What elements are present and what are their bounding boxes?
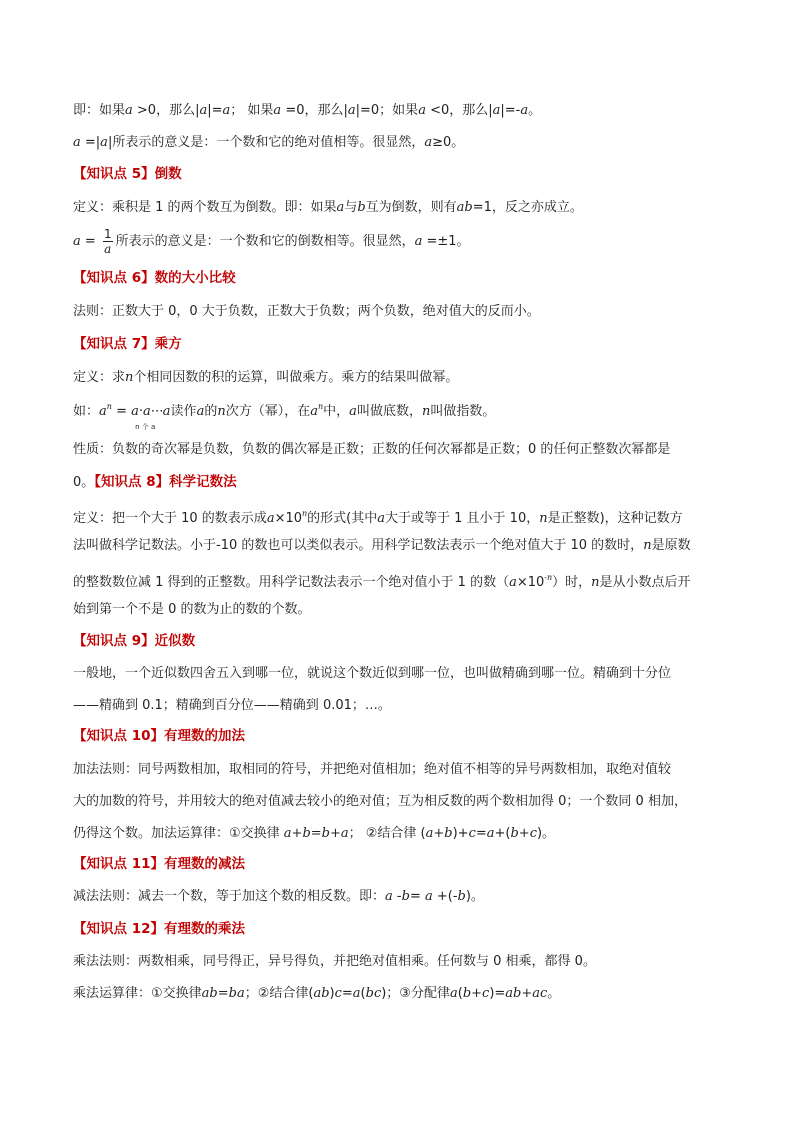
text: =| <box>80 135 101 150</box>
var: c <box>468 826 476 841</box>
var: a <box>310 404 318 419</box>
var: a <box>73 234 81 249</box>
var: a <box>73 135 81 150</box>
var: a <box>100 135 108 150</box>
text: |=- <box>500 103 521 118</box>
text: 。 <box>528 103 542 118</box>
text: 定义：乘积是 1 的两个数互为倒数。即：如果 <box>73 200 337 215</box>
text: 0。 <box>73 475 95 490</box>
text: =0，那么| <box>281 103 348 118</box>
exponent: -n <box>544 573 553 582</box>
var: ab <box>456 200 473 215</box>
var: ab <box>313 986 330 1001</box>
text: = <box>111 404 132 419</box>
text: 与 <box>344 200 358 215</box>
exponent: n <box>106 402 112 411</box>
var: c <box>334 986 342 1001</box>
text: ) <box>329 986 335 1001</box>
text: 个相同因数的积的运算，叫做乘方。乘方的结果叫做幂。 <box>133 370 459 385</box>
var: a <box>385 889 393 904</box>
text: 叫做指数。 <box>430 404 496 419</box>
k12-line-2 <box>73 985 560 1003</box>
heading-k7: 【知识点 7】乘方 <box>73 336 182 352</box>
text: 叫做底数， <box>356 404 422 419</box>
var: n <box>217 404 226 419</box>
var: a <box>273 103 282 118</box>
var: a <box>492 103 501 118</box>
text: 。 <box>547 986 561 1001</box>
text: )；③分配律 <box>381 986 450 1001</box>
k7-definition <box>73 369 458 387</box>
var: a <box>486 826 495 841</box>
text: 定义：求 <box>73 370 126 385</box>
text: ⋯ <box>150 404 163 419</box>
var: a <box>143 404 151 419</box>
text: 的形式(其中 <box>307 511 378 526</box>
heading-k6: 【知识点 6】数的大小比较 <box>73 270 236 286</box>
fraction <box>103 227 113 256</box>
var: a <box>125 103 133 118</box>
text: 减法法则：减去一个数，等于加这个数的相反数。即： <box>73 889 386 904</box>
text: 法叫做科学记数法。小于-10 的数也可以类似表示。用科学记数法表示一个绝对值大于 10 的数时， <box>73 538 644 553</box>
text: ；②结合律( <box>244 986 314 1001</box>
text: 的 <box>204 404 218 419</box>
text: 的整数数位减 1 得到的正整数。用科学记数法表示一个绝对值小于 1 的数（ <box>73 575 510 590</box>
text: 是正整数)，这种记数方 <box>547 511 683 526</box>
heading-k5: 【知识点 5】倒数 <box>73 166 182 182</box>
var: a <box>377 511 386 526</box>
var: ab+ac <box>505 986 548 1001</box>
text: |= <box>207 103 223 118</box>
var: a <box>336 200 345 215</box>
heading-k9: 【知识点 9】近似数 <box>73 633 196 649</box>
var: a <box>347 103 356 118</box>
k8-line-3 <box>73 569 691 592</box>
text: >0，那么| <box>132 103 200 118</box>
k8-heading-line <box>73 473 237 492</box>
text: 乘法运算律：①交换律 <box>73 986 202 1001</box>
text: +(- <box>432 889 458 904</box>
text: 所表示的意义是：一个数和它的倒数相等。很显然， <box>115 234 415 249</box>
text: 如： <box>73 404 100 419</box>
text: = <box>475 826 487 841</box>
k8-line-1 <box>73 505 683 528</box>
text: 次方（幂），在 <box>225 404 311 419</box>
var: b <box>401 889 410 904</box>
text: ( <box>457 986 463 1001</box>
fraction-numerator: 1 <box>103 227 112 241</box>
k8-line-4: 始到第一个不是 0 的数为止的数的个数。 <box>73 602 311 617</box>
text: 是原数 <box>651 538 691 553</box>
var: bc <box>365 986 382 1001</box>
k5-meaning <box>73 224 470 260</box>
k5-definition <box>73 199 583 217</box>
var: a <box>414 234 423 249</box>
exponent: n <box>318 402 324 411</box>
k10-line-1: 加法法则：同号两数相加，取相同的符号，并把绝对值相加；绝对值不相等的异号两数相加，取绝对值较 <box>73 762 672 777</box>
k8-line-2 <box>73 537 691 555</box>
text: 大于或等于 1 且小于 10， <box>385 511 540 526</box>
var: ab=ba <box>201 986 245 1001</box>
var: b+c <box>510 826 537 841</box>
text: )。 <box>465 889 484 904</box>
var: a <box>520 103 529 118</box>
text: 即：如果 <box>73 103 126 118</box>
var: a <box>99 404 107 419</box>
var: b+c <box>462 986 490 1001</box>
text: )。 <box>536 826 556 841</box>
k12-line-1: 乘法法则：两数相乘，同号得正，异号得负，并把绝对值相乘。任何数与 0 相乘，都得 0。 <box>73 954 596 969</box>
exponent: n <box>302 509 308 518</box>
text: 互为倒数，则有 <box>365 200 457 215</box>
product-expression <box>131 403 171 431</box>
k9-line-1: 一般地，一个近似数四舍五入到哪一位，就说这个数近似到哪一位，也叫做精确到哪一位。精确到十分位 <box>73 666 672 681</box>
text: 仍得这个数。加法运算律：①交换律 <box>73 826 284 841</box>
text: ≥0。 <box>432 135 465 150</box>
text: ( <box>360 986 366 1001</box>
text: = <box>80 234 100 249</box>
text: ×10 <box>274 511 303 526</box>
var: n <box>125 370 134 385</box>
heading-k10: 【知识点 10】有理数的加法 <box>73 728 245 744</box>
var: a <box>352 986 361 1001</box>
text: )+ <box>452 826 469 841</box>
var: a <box>349 404 357 419</box>
var: n <box>591 575 600 590</box>
text: ； ②结合律 ( <box>348 826 426 841</box>
text: =1，反之亦成立。 <box>472 200 583 215</box>
text: · <box>138 404 144 419</box>
var: b <box>457 889 466 904</box>
text: = <box>409 889 425 904</box>
heading-k12: 【知识点 12】有理数的乘法 <box>73 921 245 937</box>
text: |=0；如果 <box>355 103 419 118</box>
text: +( <box>494 826 511 841</box>
k10-line-3 <box>73 825 555 843</box>
var: a <box>196 404 205 419</box>
underbrace-label: n 个 a <box>135 423 156 431</box>
var: a+b <box>425 826 453 841</box>
text: )= <box>489 986 506 1001</box>
heading-k11: 【知识点 11】有理数的减法 <box>73 856 245 872</box>
k11-line-1 <box>73 888 484 906</box>
text: 定义：把一个大于 10 的数表示成 <box>73 511 267 526</box>
var: a+b=b+a <box>283 826 349 841</box>
text: =±1。 <box>422 234 470 249</box>
text: - <box>392 889 402 904</box>
var: a <box>449 986 458 1001</box>
var: a <box>199 103 208 118</box>
k6-rule: 法则：正数大于 0，0 大于负数，正数大于负数；两个负数，绝对值大的反而小。 <box>73 304 540 319</box>
text: ）时， <box>552 575 592 590</box>
var: a <box>418 103 426 118</box>
text: 中， <box>323 404 350 419</box>
text: |所表示的意义是：一个数和它的绝对值相等。很显然， <box>107 135 425 150</box>
heading-k8: 【知识点 8】科学记数法 <box>94 474 237 490</box>
k7-example <box>73 398 496 431</box>
text: 读作 <box>170 404 197 419</box>
text: ； 如果 <box>230 103 274 118</box>
abs-meaning-line <box>73 134 464 152</box>
var: n <box>643 538 652 553</box>
text: ×10 <box>516 575 545 590</box>
text: 是从小数点后开 <box>599 575 691 590</box>
fraction-denominator: a <box>104 242 112 256</box>
text: <0，那么| <box>425 103 493 118</box>
var: a <box>266 511 275 526</box>
var: a <box>162 404 171 419</box>
var: a <box>222 103 231 118</box>
var: a <box>424 889 433 904</box>
k9-line-2: ——精确到 0.1；精确到百分位——精确到 0.01；…。 <box>73 698 391 713</box>
k7-property: 性质：负数的奇次幂是负数，负数的偶次幂是正数；正数的任何次幂都是正数；0 的任何正整数次幂都是 <box>73 442 671 457</box>
var: a <box>424 135 433 150</box>
var: n <box>421 404 431 419</box>
k10-line-2: 大的加数的符号，并用较大的绝对值减去较小的绝对值；互为相反数的两个数相加得 0；一个数同 0 相加， <box>73 794 687 809</box>
var: a <box>509 575 517 590</box>
var: a <box>131 404 139 419</box>
var: n <box>539 511 548 526</box>
var: b <box>357 200 366 215</box>
text: = <box>341 986 353 1001</box>
abs-rule-line <box>73 102 541 120</box>
